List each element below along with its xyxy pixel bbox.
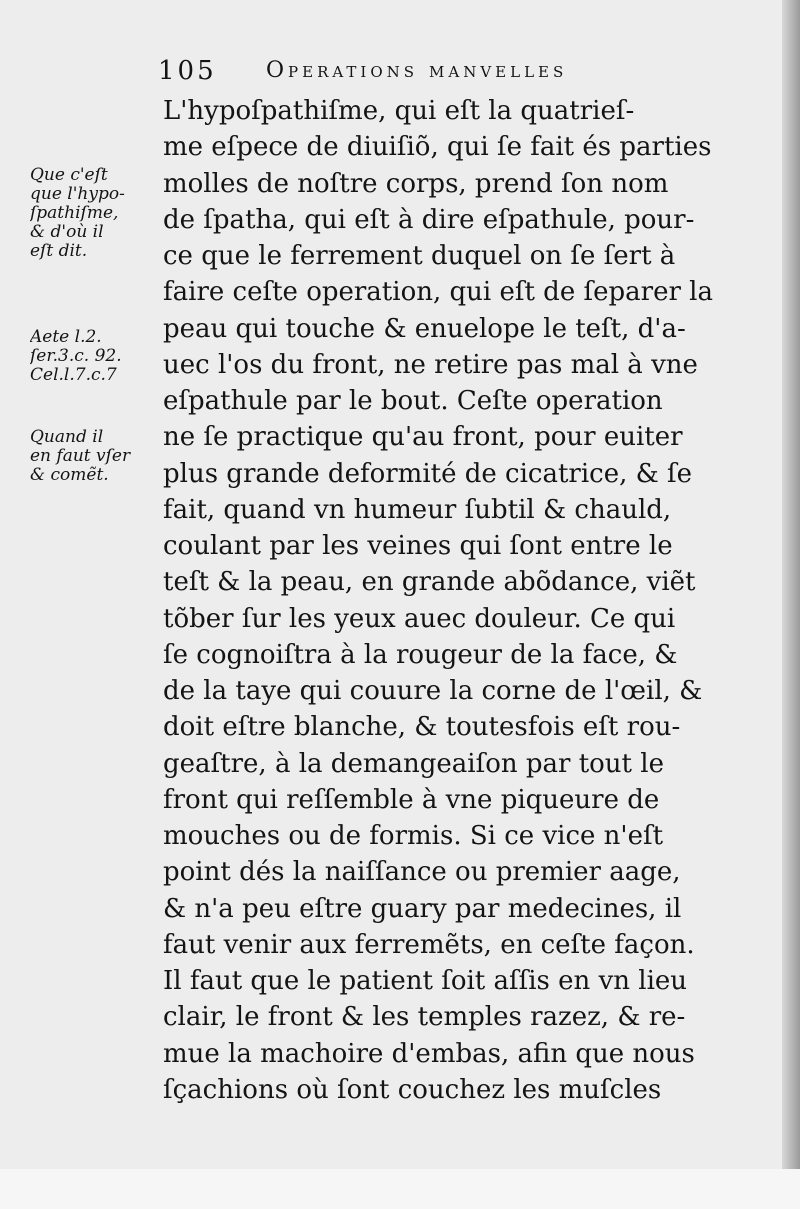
page-edge-shadow [782,0,800,1209]
margin-note-line: Cel.l.7.c.7 [30,366,117,385]
text-line: mouches ou de formis. Si ce vice n'eſt [163,821,664,851]
text-line: front qui reſſemble à vne piqueure de [163,784,660,815]
margin-note-line: Quand il [30,428,104,447]
running-title: Operations manvelles [266,58,568,83]
margin-note-line: eſt dit. [30,242,88,261]
text-line: de la taye qui couure la corne de l'œil, & [163,676,703,706]
text-line: clair, le front & les temples razez, & re- [163,1002,686,1033]
text-line: L'hypoſpathiſme, qui eſt la quatrieſ- [163,96,635,126]
text-line: de ſpatha, qui eſt à dire eſpathule, pour- [163,204,695,235]
margin-note-usage [30,428,165,485]
margin-note-references [30,328,165,385]
margin-note-line: Que c'eſt [30,166,108,185]
text-line: eſpathule par le bout. Ceſte operation [163,386,663,416]
text-line: ce que le ferrement duquel on ſe ſert à [163,241,676,271]
text-line: peau qui touche & enuelope le teſt, d'a- [163,313,686,344]
text-line: plus grande deformité de cicatrice, & ſe [163,458,693,489]
text-line: doit eſtre blanche, & toutesfois eſt rou- [163,712,681,743]
margin-note-line: ſer.3.c. 92. [30,347,122,366]
margin-note-line: en faut vſer [30,447,131,466]
margin-note-line: Aete l.2. [30,328,102,347]
text-line: faut venir aux ferremẽts, en ceſte façon. [163,929,695,960]
page-header [150,56,710,92]
margin-note-line: que l'hypo- [30,185,125,204]
page-number: 105 [158,56,217,86]
text-line: point dés la naiſſance ou premier aage, [163,857,681,888]
text-line: tõber ſur les yeux auec douleur. Ce qui [163,603,676,634]
text-line: ſçachions où ſont couchez les muſcles [163,1074,662,1105]
text-line: fait, quand vn humeur ſubtil & chauld, [163,494,672,525]
text-line: Il faut que le patient ſoit aſſis en vn lieu [163,966,688,996]
text-line: ſe cognoiſtra à la rougeur de la face, & [163,639,678,670]
text-line: mue la machoire d'embas, afin que nous [163,1038,695,1069]
text-line: & n'a peu eſtre guary par medecines, il [163,893,682,924]
text-line: faire ceſte operation, qui eſt de ſeparer la [163,277,713,308]
text-line: geaſtre, à la demangeaiſon par tout le [163,748,664,779]
text-line: ne ſe practique qu'au front, pour euiter [163,422,683,453]
text-line: me eſpece de diuiſiõ, qui ſe fait és parties [163,132,712,163]
margin-note-line: & comẽt. [30,466,109,485]
page-bottom-margin [0,1169,800,1209]
text-line: molles de noſtre corps, prend ſon nom [163,168,669,199]
text-line: uec l'os du front, ne retire pas mal à vne [163,349,698,380]
margin-note-line: & d'où il [30,223,104,242]
text-line: teſt & la peau, en grande abõdance, viẽt [163,567,696,598]
margin-note-line: ſpathiſme, [30,204,119,223]
text-line: coulant par les veines qui ſont entre le [163,531,673,561]
margin-note-definition [30,166,165,261]
body-text [163,93,723,1108]
